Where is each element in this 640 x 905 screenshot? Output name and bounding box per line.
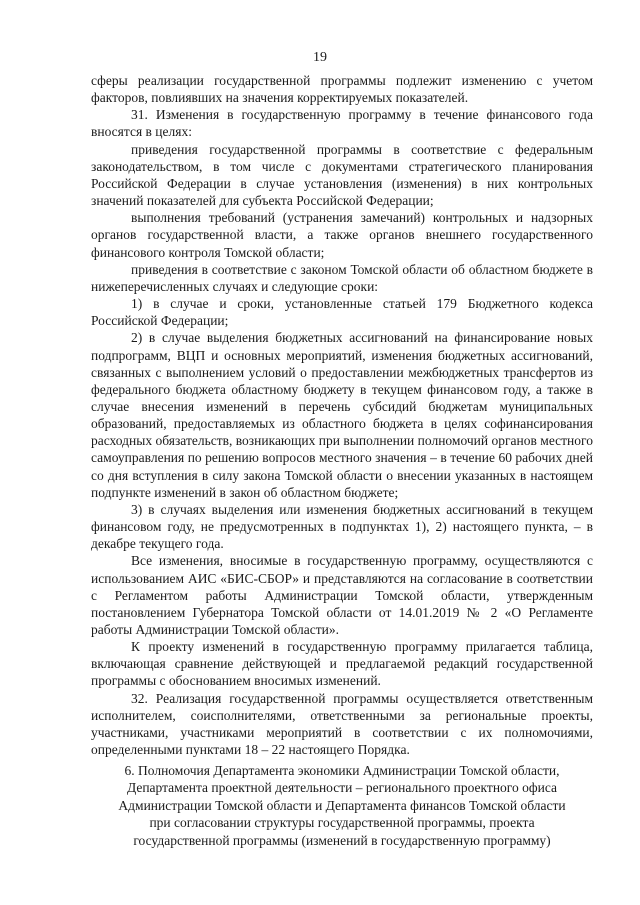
section-heading-line: при согласовании структуры государственной программы, проекта (149, 815, 535, 831)
paragraph: сферы реализации государственной программы подлежит изменению с учетом факторов, повлиявших на значения корректируемых показателей. (91, 73, 593, 106)
paragraph: Все изменения, вносимые в государственную программу, осуществляются с использованием АИС «БИС-СБОР» и представляются на согласование в соответствии с Регламентом работы Администрации Томской области, утвержденным постановлением Губернатора Томской области от 14.01.2019 № 2 «О Регламенте работы Администрации Томской области». (91, 553, 593, 637)
paragraph: 3) в случаях выделения или изменения бюджетных ассигнований в текущем финансовом году, не предусмотренных в подпунктах 1), 2) настоящего пункта, – в декабре текущего года. (91, 501, 593, 552)
page-number: 19 (313, 50, 327, 65)
paragraph: 32. Реализация государственной программы осуществляется ответственным исполнителем, соисполнителями, ответственными за региональные проекты, участниками, участниками мероприятий в соответствии с их полномочиями, определенными пунктами 18 – 22 настоящего Порядка. (91, 690, 593, 758)
paragraph: приведения в соответствие с законом Томской области об областном бюджете в нижеперечисленных случаях и следующие сроки: (91, 261, 593, 294)
paragraph: 31. Изменения в государственную программу в течение финансового года вносятся в целях: (91, 107, 593, 140)
section-heading-line: государственной программы (изменений в государственную программу) (133, 832, 551, 848)
paragraph: 2) в случае выделения бюджетных ассигнований на финансирование новых подпрограмм, ВЦП и основных мероприятий, изменения бюджетных ассигнований, связанных с выполнением условий о предоставлении межбюджетных трансфертов из федерального бюджета областному бюджету в текущем финансовом году, а также в случае внесения изменений в перечень субсидий бюджетам муниципальных образований, предоставляемых из областного бюджета в целях софинансирования расходных обязательств, возникающих при выполнении полномочий органов местного самоуправления по решению вопросов местного значения – в течение 60 рабочих дней со дня вступления в силу закона Томской области о внесении указанных в настоящем подпункте изменений в закон об областном бюджете; (91, 330, 593, 500)
paragraph: приведения государственной программы в соответствие с федеральным законодательством, в том числе с документами стратегического планирования Российской Федерации в случае установления (изменения) в них контрольных значений показателей для субъекта Российской Федерации; (91, 141, 593, 209)
body-text (91, 72, 593, 758)
section-heading (91, 762, 593, 849)
paragraph: выполнения требований (устранения замечаний) контрольных и надзорных органов государственной власти, а также органов внешнего государственного финансового контроля Томской области; (91, 210, 593, 260)
section-heading-line: 6. Полномочия Департамента экономики Администрации Томской области, (124, 763, 560, 778)
paragraph: 1) в случае и сроки, установленные статьей 179 Бюджетного кодекса Российской Федерации; (91, 296, 593, 329)
section-heading-line: Администрации Томской области и Департамента финансов Томской области (118, 797, 566, 813)
section-heading-line: Департамента проектной деятельности – регионального проектного офиса (126, 780, 558, 796)
paragraph: К проекту изменений в государственную программу прилагается таблица, включающая сравнение действующей и предлагаемой редакций государственной программы с обоснованием вносимых изменений. (91, 639, 593, 689)
